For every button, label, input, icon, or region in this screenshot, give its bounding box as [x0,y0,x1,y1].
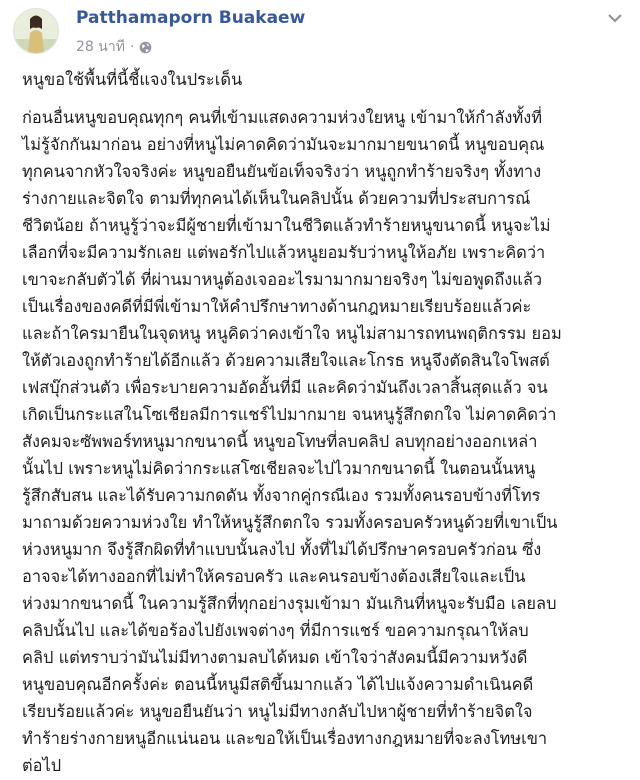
post-body-line: ห่วงหนูมาก จึงรู้สึกผิดที่ทำแบบนั้นลงไป ทั้งที่ไม่ได้ปรึกษาครอบครัวก่อน ซึ่ง [22,540,542,559]
post-body [22,104,630,779]
post-body-line: และถ้าใครมายืนในจุดหนู หนูคิดว่าคงเข้าใจ หนูไม่สามารถทนพฤติกรรม ยอม [22,324,562,343]
post-body-line: ไม่รู้จักกันมาก่อน อย่างที่หนูไม่คาดคิดว่ามันจะมากมายขนาดนี้ หนูขอบคุณ [22,135,545,154]
post-body-line: เขาจะกลับตัวได้ ที่ผ่านมาหนูต้องเจออะไรมามากมายจริงๆ ไม่ขอพูดถึงแล้ว [22,270,543,289]
post-body-line: เป็นเรื่องของคดีที่มีพี่เข้ามาให้คำปรึกษาทางด้านกฎหมายเรียบร้อยแล้วค่ะ [22,297,532,316]
post-body-line: ต่อไป [22,756,62,775]
globe-icon[interactable] [139,41,152,54]
post-body-line: ร่างกายและจิตใจ ตามที่ทุกคนได้เห็นในคลิปนั้น ด้วยความที่ประสบการณ์ [22,189,531,208]
post-body-line: มาถามด้วยความห่วงใย ทำให้หนูรู้สึกตกใจ รวมทั้งครอบครัวหนูด้วยที่เขาเป็น [22,513,558,532]
meta-separator: · [129,39,135,55]
post-body-line: ห่วงมากขนาดนี้ ในความรู้สึกที่ทุกอย่างรุมเข้ามา มันเกินที่หนูจะรับมือ เลยลบ [22,594,557,613]
post-body-line: รู้สึกสับสน และได้รับความกดดัน ทั้งจากคู่กรณีเอง รวมทั้งคนรอบข้างที่โทร [22,486,541,505]
avatar-image [14,9,58,53]
chevron-down-icon[interactable] [606,10,624,24]
post-meta [76,36,152,58]
post-body-line: หนูขอบคุณอีกครั้งค่ะ ตอนนี้หนูมีสติขึ้นมากแล้ว ได้ไปแจ้งความดำเนินคดี [22,675,534,694]
post-body-line: ทำร้ายร่างกายหนูอีกแน่นอน และขอให้เป็นเรื่องทางกฎหมายที่จะลงโทษเขา [22,729,548,748]
post-body-line: ให้ตัวเองถูกทำร้ายได้อีกแล้ว ด้วยความเสียใจและโกรธ หนูจึงตัดสินใจโพสต์ [22,351,550,370]
post-body-line: อาจจะได้ทางออกที่ไม่ทำให้ครอบครัว และคนรอบข้างต้องเสียใจและเป็น [22,567,526,586]
post-timestamp[interactable]: 28 นาที [76,39,125,55]
post-body-line: เกิดเป็นกระแสในโซเชียลมีการแชร์ไปมากมาย จนหนูรู้สึกตกใจ ไม่คาดคิดว่า [22,405,557,424]
post-body-line: ก่อนอื่นหนูขอบคุณทุกๆ คนที่เข้ามแสดงความห่วงใยหนู เข้ามาให้กำลังทั้งที่ [22,108,543,127]
post-body-line: ชีวิตน้อย ถ้าหนูรู้ว่าจะมีผู้ชายที่เข้ามาในชีวิตแล้วทำร้ายหนูขนาดนี้ หนูจะไม่ [22,216,551,235]
post-intro: หนูขอใช้พื้นที่นี้ชี้แจงในประเด็น [22,70,243,89]
post-content [22,66,630,779]
post-body-line: นั้นไป เพราะหนูไม่คิดว่ากระแสโซเชียลจะไปไวมากขนาดนี้ ในตอนนั้นหนู [22,459,536,478]
post-header [10,6,630,56]
author-name[interactable]: Patthamaporn Buakaew [76,8,306,28]
post-body-line: เลือกที่จะมีความรักเลย แต่พอรักไปแล้วหนูยอมรับว่าหนูให้อภัย เพราะคิดว่า [22,243,546,262]
post-body-line: สังคมจะซัพพอร์ทหนูมากขนาดนี้ หนูขอโทษที่ลบคลิป ลบทุกอย่างออกเหล่า [22,432,538,451]
avatar[interactable] [13,8,59,54]
post-body-line: เฟสบุ๊กส่วนตัว เพื่อระบายความอัดอั้นที่มี และคิดว่ามันถึงเวลาสิ้นสุดแล้ว จน [22,378,548,397]
post-body-line: คลิป แต่ทราบว่ามันไม่มีทางตามลบได้หมด เข้าใจว่าสังคมนี้มีความหวังดี [22,648,528,667]
post-body-line: คลิปนั้นไป และได้ขอร้องไปยังเพจต่างๆ ที่มีการแชร์ ขอความกรุณาให้ลบ [22,621,529,640]
post-body-line: ทุกคนจากหัวใจจริงค่ะ หนูขอยืนยันข้อเท็จจริงว่า หนูถูกทำร้ายจริงๆ ทั้งทาง [22,162,542,181]
post-body-line: เรียบร้อยแล้วค่ะ หนูขอยืนยันว่า หนูไม่มีทางกลับไปหาผู้ชายที่ทำร้ายจิตใจ [22,702,533,721]
